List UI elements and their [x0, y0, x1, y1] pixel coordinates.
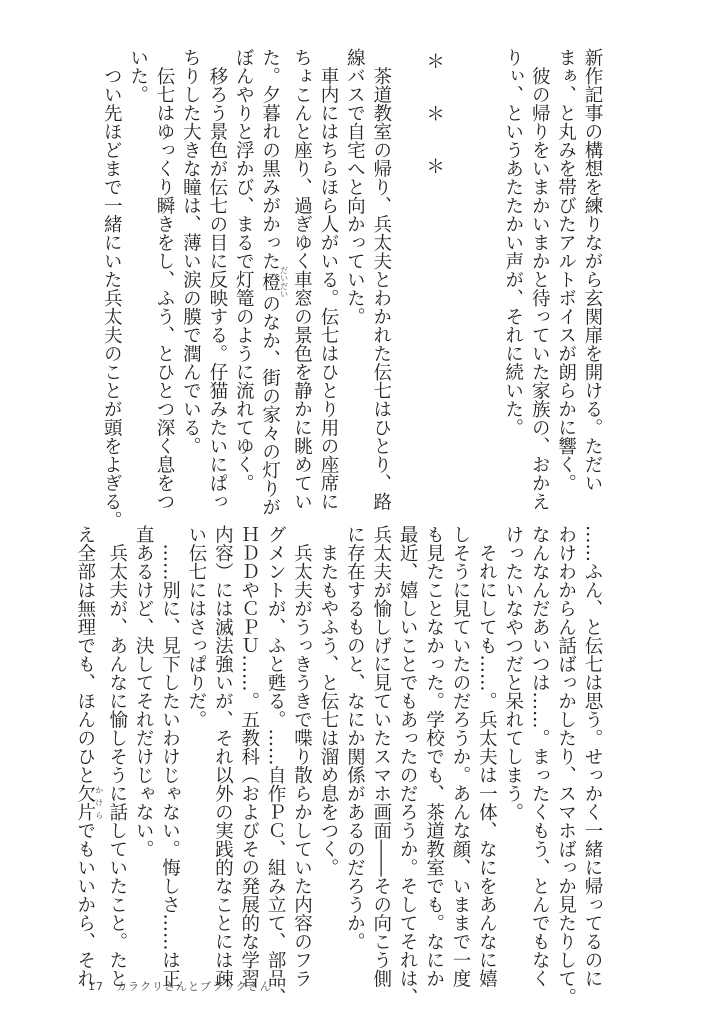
text-line: いた。 [127, 48, 149, 104]
text-line: も見たことなかった。学校でも、茶道教室でも。なにか [423, 525, 445, 988]
text-line: なんなんだあいつは……。まったくもう、とんでもなく [529, 525, 551, 988]
text-segment: え全部は無理でも、ほんのひと [74, 525, 96, 784]
text-line: つい先ほどまで一緒にいた兵太夫のことが頭をよぎる。 [101, 48, 123, 529]
text-line: ＨＤＤやＣＰＵ……。五教科（およびその発展的な学習 [238, 525, 260, 988]
text-segment: のなか、街の家々の灯りが [259, 294, 281, 516]
page-footer [88, 978, 272, 994]
ruby-base: 橙 [259, 266, 281, 298]
text-segment: でもいいから、それ [74, 821, 96, 988]
text-line: ……ふん、と伝七は思う。せっかく一緒に帰ってるのに [582, 525, 603, 988]
blank-line [394, 48, 420, 498]
text-line: まぁ、と丸みを帯びたアルトボイスが朗らかに響く。 [555, 48, 577, 492]
text-line: 線バスで自宅へと向かっていた。 [344, 48, 366, 326]
book-title: カラクリさんとブラックさん [116, 980, 272, 993]
text-line: 茶道教室の帰り、兵太夫とわかれた伝七はひとり、路 [370, 48, 392, 511]
text-line: 伝七はゆっくり瞬きをし、ふう、とひとつ深く息をつ [154, 48, 175, 511]
blank-line [473, 48, 499, 498]
text-line: 新作記事の構想を練りながら玄関扉を開ける。ただい [582, 48, 603, 492]
text-line: 彼の帰りをいまかいまかと待っていた家族の、おかえ [529, 48, 551, 511]
text-line: い伝七にはさっぱりだ。 [185, 525, 207, 729]
text-line: けったいなやつだと呆れてしまう。 [502, 525, 524, 821]
text-line: ちりした大きな瞳は、薄い涙の膜で潤んでいる。 [180, 48, 202, 455]
text-line: ちょこんと座り、過ぎゆく車窓の景色を静かに眺めてい [291, 48, 313, 511]
text-line: に存在するものと、なにか関係があるのだろうか。 [344, 525, 366, 951]
scene-break: ＊＊＊ [423, 52, 445, 210]
text-line: 移ろう景色が伝七の目に反映する。仔猫みたいにぱっ [206, 48, 228, 511]
text-line: わけわからん話ばっかしたり、スマホばっか見たりして。 [555, 525, 577, 1006]
text-line: しそうに見ていたのだろうか。あんな顔、いままで一度 [449, 525, 471, 988]
text-line: 兵太夫がうっきうきで喋り散らかしていた内容のフラ [291, 525, 313, 988]
text-line: またもやふう、と伝七は溜め息をつく。 [317, 525, 339, 877]
text-segment: た。夕暮れの黒みがかった [259, 48, 281, 270]
page-number: 17 [88, 980, 104, 993]
ruby-annotation [74, 784, 104, 821]
text-line: 最近、嬉しいことでもあったのだろうか。そしてそれは、 [397, 525, 419, 1006]
blank-line [447, 48, 473, 498]
top-text-block [98, 48, 605, 529]
text-line: グメントが、ふと甦る。……自作ＰＣ、組み立て、部品、 [265, 525, 287, 1006]
ruby-base: 欠片 [74, 784, 96, 821]
ruby-annotation [259, 266, 289, 298]
text-line: ……別に、見下したいわけじゃない。悔しさ……は正 [159, 525, 181, 988]
text-line: 内容）には滅法強いが、それ以外の実践的なことには疎 [212, 525, 234, 988]
text-line: それにしても……。兵太夫は一体、なにをあんなに嬉 [476, 525, 498, 988]
ruby-text: かけら [94, 784, 104, 821]
text-line: ぼんやりと浮かび、まるで灯篭のように流れてゆく。 [233, 48, 255, 492]
text-line: 兵太夫が愉しげに見ていたスマホ画面――その向こう側 [370, 525, 392, 988]
text-line: 車内にはちらほら人がいる。伝七はひとり用の座席に [317, 48, 339, 511]
ruby-text: だいだい [279, 266, 289, 298]
text-line-with-ruby [256, 48, 289, 516]
text-line: 兵太夫が、あんなに愉しそうに話していたこと。たと [106, 525, 128, 988]
text-line: りぃ、というあたたかい声が、それに続いた。 [502, 48, 524, 437]
text-line: 直あるけど、決してそれだけじゃない。 [133, 525, 155, 858]
